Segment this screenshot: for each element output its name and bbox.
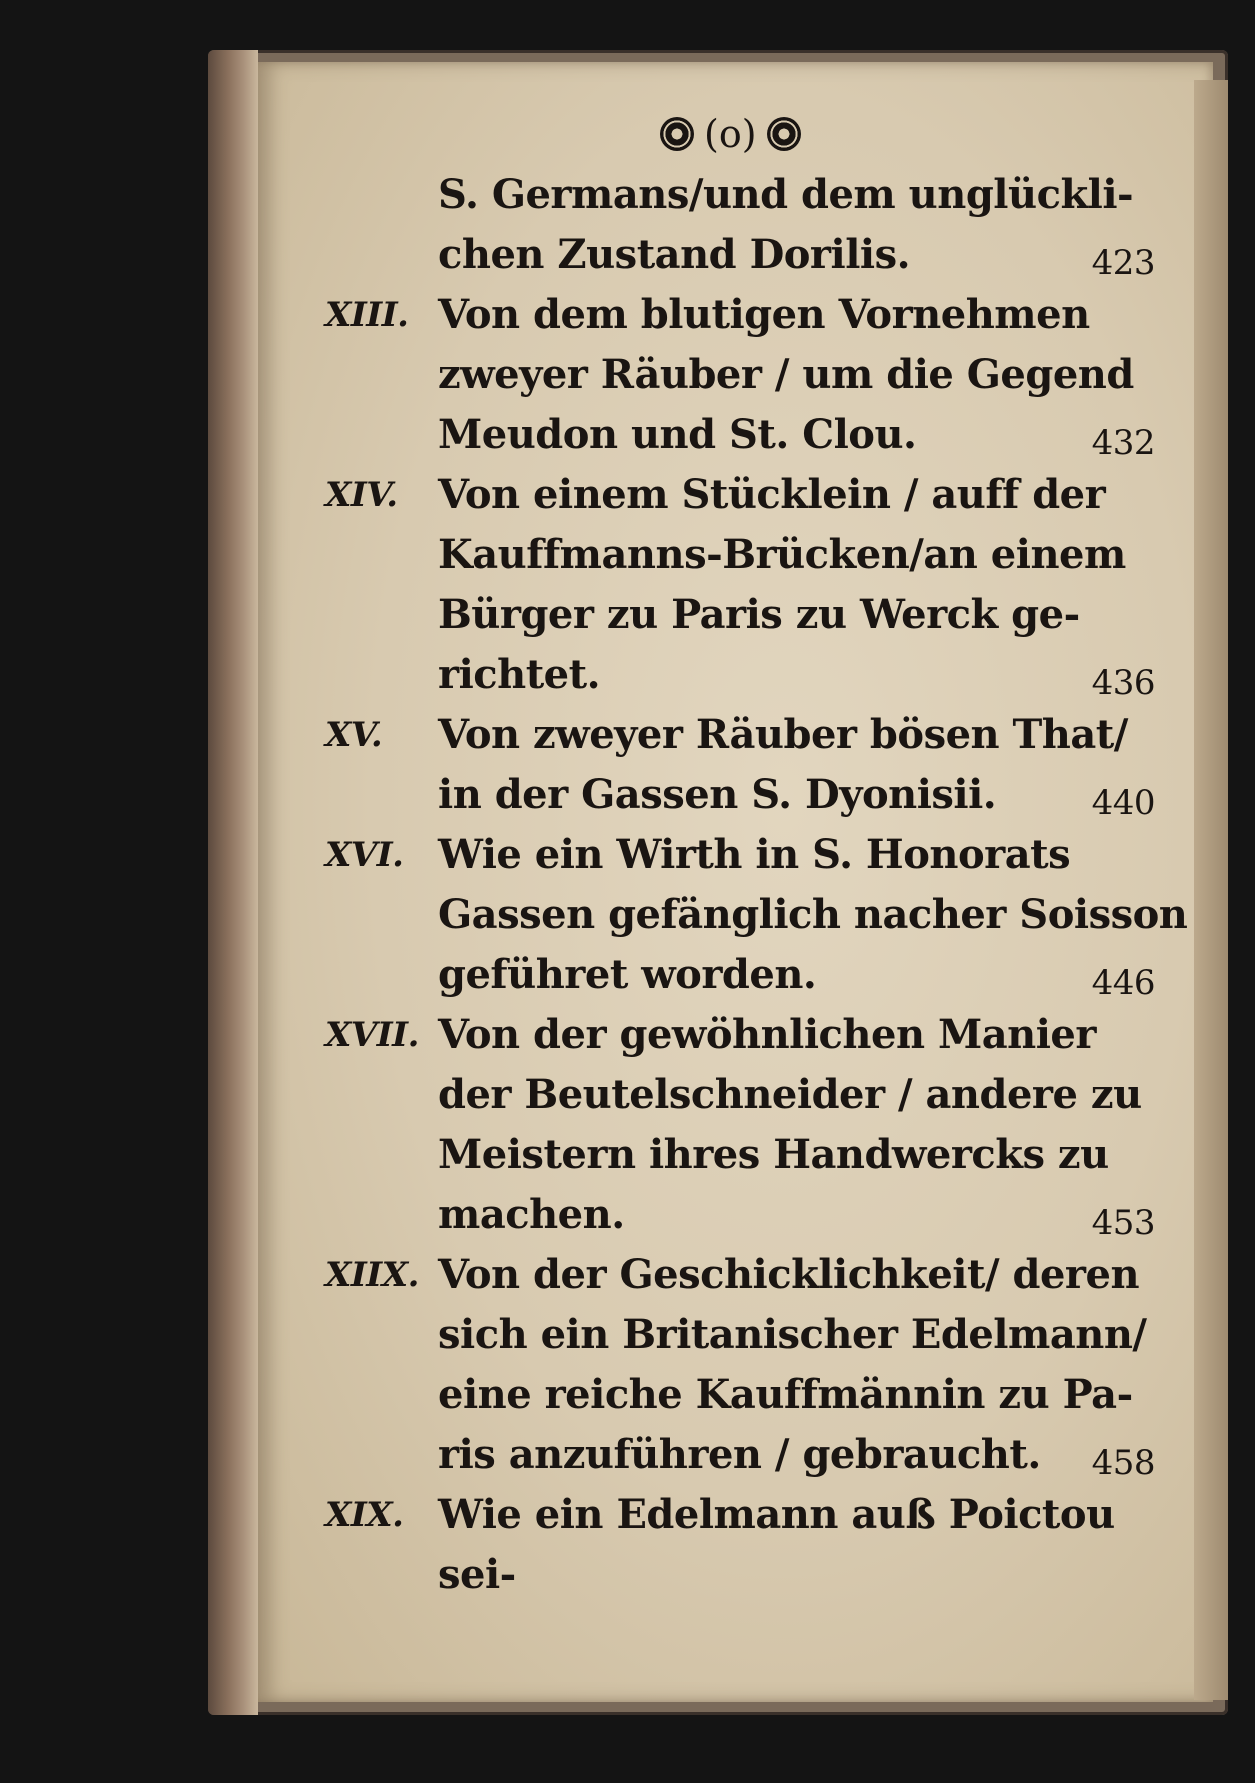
page-number: 432	[1091, 423, 1155, 463]
toc-line	[325, 885, 1188, 945]
toc-entry	[325, 465, 1175, 705]
toc-line	[325, 1125, 1175, 1185]
chapter-title-line: sich ein Britanischer Edelmann/	[438, 1311, 1147, 1358]
toc-entry	[325, 825, 1188, 1005]
toc-line	[325, 1545, 1175, 1605]
chapter-title-line: Von der gewöhnlichen Manier	[438, 1011, 1096, 1058]
chapter-title-line: Wie ein Edelmann auß Poictou	[438, 1491, 1115, 1538]
toc-line	[325, 705, 1175, 765]
toc-line	[325, 405, 1175, 465]
chapter-title-line: in der Gassen S. Dyonisii.	[438, 771, 997, 818]
toc-line	[325, 1005, 1175, 1065]
toc-line	[325, 1485, 1175, 1545]
chapter-title-line: Meudon und St. Clou.	[438, 411, 917, 458]
chapter-title-line: Von einem Stücklein / auff der	[438, 471, 1106, 518]
chapter-title-line: Wie ein Wirth in S. Honorats	[438, 831, 1071, 878]
toc-entry	[325, 1245, 1175, 1485]
toc-line	[325, 1185, 1175, 1245]
chapter-title-line: geführet worden.	[438, 951, 817, 998]
chapter-numeral: XIX.	[325, 1495, 404, 1535]
chapter-title-line: Von zweyer Räuber bösen That/	[438, 711, 1128, 758]
page-number: 440	[1091, 783, 1155, 823]
page-number: 453	[1091, 1203, 1155, 1243]
page-header	[660, 112, 860, 156]
toc-line	[325, 165, 1175, 225]
chapter-numeral: XIII.	[325, 295, 409, 335]
chapter-numeral: XIV.	[325, 475, 398, 515]
chapter-title-line: machen.	[438, 1191, 625, 1238]
chapter-title-line: Von dem blutigen Vornehmen	[438, 291, 1090, 338]
chapter-title-line: eine reiche Kauffmännin zu Pa-	[438, 1371, 1133, 1418]
toc-line	[325, 1245, 1175, 1305]
toc-line	[325, 525, 1175, 585]
toc-line	[325, 645, 1175, 705]
toc-line	[325, 945, 1175, 1005]
chapter-title-line: ris anzuführen / gebraucht.	[438, 1431, 1041, 1478]
toc-line	[325, 1305, 1175, 1365]
toc-entry	[325, 1005, 1175, 1245]
toc-entry	[325, 705, 1175, 825]
toc-entry	[325, 165, 1175, 285]
chapter-title-line: sei-	[438, 1551, 516, 1598]
chapter-numeral: XIIX.	[325, 1255, 419, 1295]
page-number: 423	[1091, 243, 1155, 283]
toc-line	[325, 225, 1175, 285]
chapter-title-line: Meistern ihres Handwercks zu	[438, 1131, 1109, 1178]
chapter-title-line: chen Zustand Dorilis.	[438, 231, 911, 278]
page-number: 458	[1091, 1443, 1155, 1483]
toc-line	[325, 765, 1175, 825]
chapter-numeral: XVI.	[325, 835, 404, 875]
toc-line	[325, 1425, 1175, 1485]
chapter-title-line: der Beutelschneider / andere zu	[438, 1071, 1142, 1118]
chapter-title-line: Gassen gefänglich nacher Soisson	[438, 891, 1188, 938]
chapter-title-line: Kauffmanns-Brücken/an einem	[438, 531, 1126, 578]
toc-line	[325, 345, 1175, 405]
toc-line	[325, 465, 1175, 525]
page-number: 436	[1091, 663, 1155, 703]
toc-entry	[325, 285, 1175, 465]
chapter-title-line: Bürger zu Paris zu Werck ge-	[438, 591, 1080, 638]
rosette-ornament-icon	[660, 117, 694, 151]
chapter-title-line: Von der Geschicklichkeit/ deren	[438, 1251, 1140, 1298]
chapter-title-line: richtet.	[438, 651, 601, 698]
facing-page-edge	[1194, 80, 1228, 1700]
toc-line	[325, 285, 1175, 345]
toc-line	[325, 585, 1175, 645]
toc-line	[325, 1065, 1175, 1125]
book-cover-edge	[208, 50, 258, 1715]
chapter-numeral: XVII.	[325, 1015, 419, 1055]
chapter-numeral: XV.	[325, 715, 383, 755]
chapter-title-line: zweyer Räuber / um die Gegend	[438, 351, 1134, 398]
toc-line	[325, 825, 1175, 885]
table-of-contents	[325, 165, 1188, 1605]
toc-line	[325, 1365, 1175, 1425]
toc-entry	[325, 1485, 1175, 1605]
page-number: 446	[1091, 963, 1155, 1003]
chapter-title-line: S. Germans/und dem unglückli-	[438, 171, 1134, 218]
page-header-text: (o)	[704, 112, 757, 156]
rosette-ornament-icon	[767, 117, 801, 151]
